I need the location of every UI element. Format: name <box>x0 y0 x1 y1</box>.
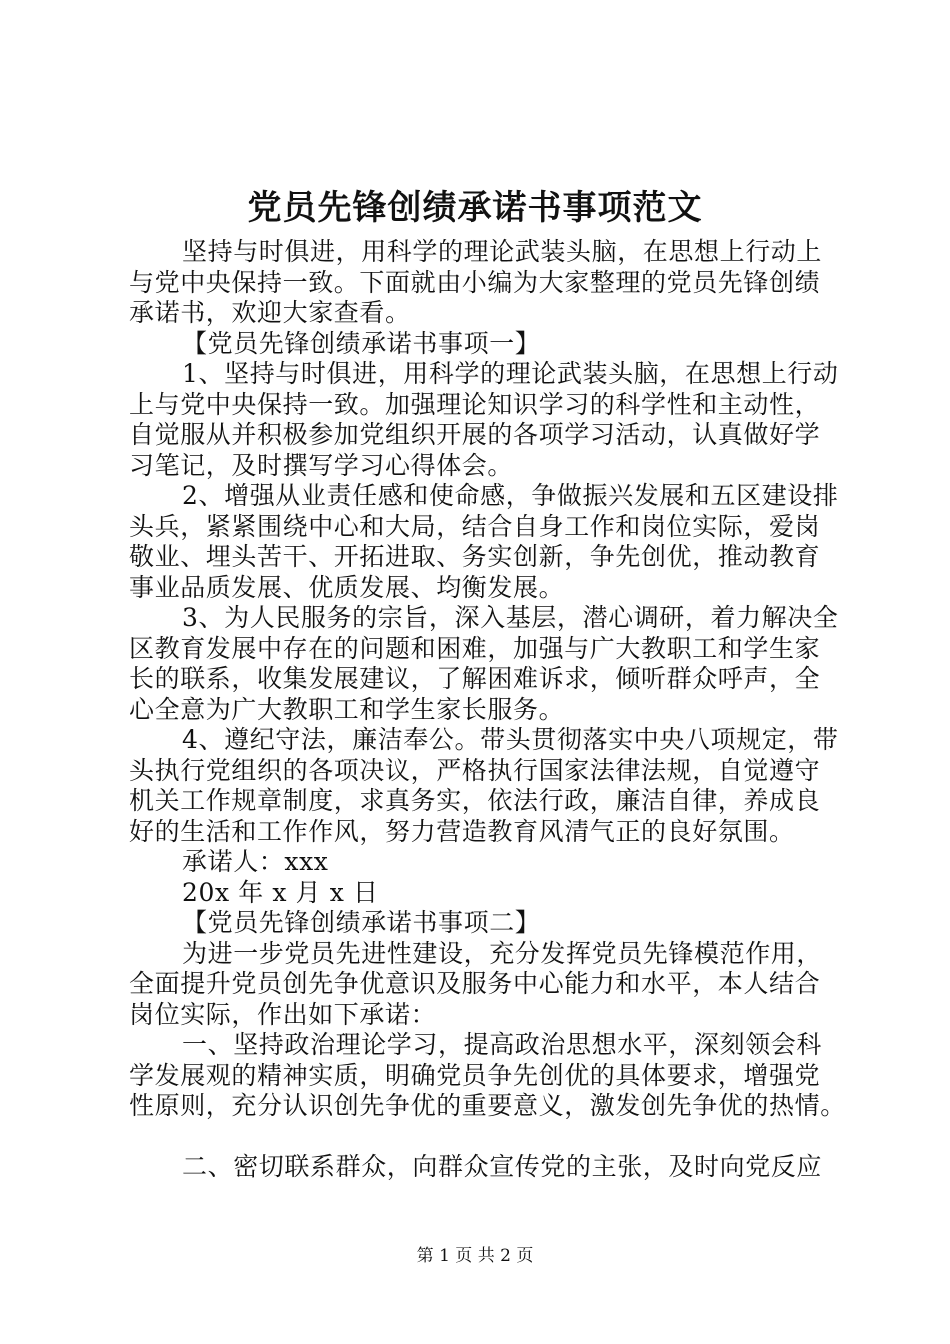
section-heading-1: 【党员先锋创绩承诺书事项一】 <box>182 328 541 358</box>
paragraph-line: 3、为人民服务的宗旨，深入基层，潜心调研，着力解决全 <box>182 603 839 632</box>
paragraph-line: 性原则，充分认识创先争优的重要意义，激发创先争优的热情。 <box>129 1091 846 1120</box>
paragraph-line: 头执行党组织的各项决议，严格执行国家法律法规，自觉遵守 <box>129 755 821 785</box>
paragraph-line: 一、坚持政治理论学习，提高政治思想水平，深刻领会科 <box>182 1030 823 1059</box>
paragraph-line: 学发展观的精神实质，明确党员争先创优的具体要求，增强党 <box>129 1060 821 1090</box>
paragraph-line: 承诺书，欢迎大家查看。 <box>129 298 411 327</box>
paragraph-line: 习笔记，及时撰写学习心得体会。 <box>129 450 514 480</box>
paragraph-line: 心全意为广大教职工和学生家长服务。 <box>129 694 565 724</box>
paragraph-line: 敬业、埋头苦干、开拓进取、务实创新，争先创优，推动教育 <box>129 542 821 571</box>
paragraph-line: 全面提升党员创先争优意识及服务中心能力和水平，本人结合 <box>129 969 821 998</box>
paragraph-line: 头兵，紧紧围绕中心和大局，结合自身工作和岗位实际，爱岗 <box>129 511 821 541</box>
signatory-line: 承诺人：xxx <box>182 847 329 876</box>
paragraph-line: 区教育发展中存在的问题和困难，加强与广大教职工和学生家 <box>129 633 821 663</box>
paragraph-line: 为进一步党员先进性建设，充分发挥党员先锋模范作用， <box>182 938 823 968</box>
document-title: 党员先锋创绩承诺书事项范文 <box>247 188 703 228</box>
paragraph-line: 坚持与时俱进，用科学的理论武装头脑，在思想上行动上 <box>182 237 823 266</box>
paragraph-line: 岗位实际，作出如下承诺： <box>129 999 437 1029</box>
paragraph-line: 1、坚持与时俱进，用科学的理论武装头脑，在思想上行动 <box>182 359 839 388</box>
paragraph-line: 事业品质发展、优质发展、均衡发展。 <box>129 572 565 602</box>
paragraph-line: 自觉服从并积极参加党组织开展的各项学习活动，认真做好学 <box>129 420 821 449</box>
page-number-footer: 第 1 页 共 2 页 <box>416 1246 534 1266</box>
paragraph-line: 机关工作规章制度，求真务实，依法行政，廉洁自律，养成良 <box>129 786 821 815</box>
paragraph-line: 4、遵纪守法，廉洁奉公。带头贯彻落实中央八项规定，带 <box>182 725 839 754</box>
date-line: 20x 年 x 月 x 日 <box>182 877 379 907</box>
document-body <box>129 237 846 1182</box>
paragraph-line: 二、密切联系群众，向群众宣传党的主张，及时向党反应 <box>182 1151 823 1181</box>
paragraph-line: 长的联系，收集发展建议，了解困难诉求，倾听群众呼声，全 <box>129 664 821 693</box>
paragraph-line: 2、增强从业责任感和使命感，争做振兴发展和五区建设排 <box>182 481 839 510</box>
paragraph-line: 好的生活和工作作风，努力营造教育风清气正的良好氛围。 <box>129 816 795 846</box>
paragraph-spacer <box>129 1122 841 1152</box>
paragraph-line: 上与党中央保持一致。加强理论知识学习的科学性和主动性， <box>129 389 821 419</box>
section-heading-2: 【党员先锋创绩承诺书事项二】 <box>182 908 541 937</box>
paragraph-line: 与党中央保持一致。下面就由小编为大家整理的党员先锋创绩 <box>129 267 821 297</box>
